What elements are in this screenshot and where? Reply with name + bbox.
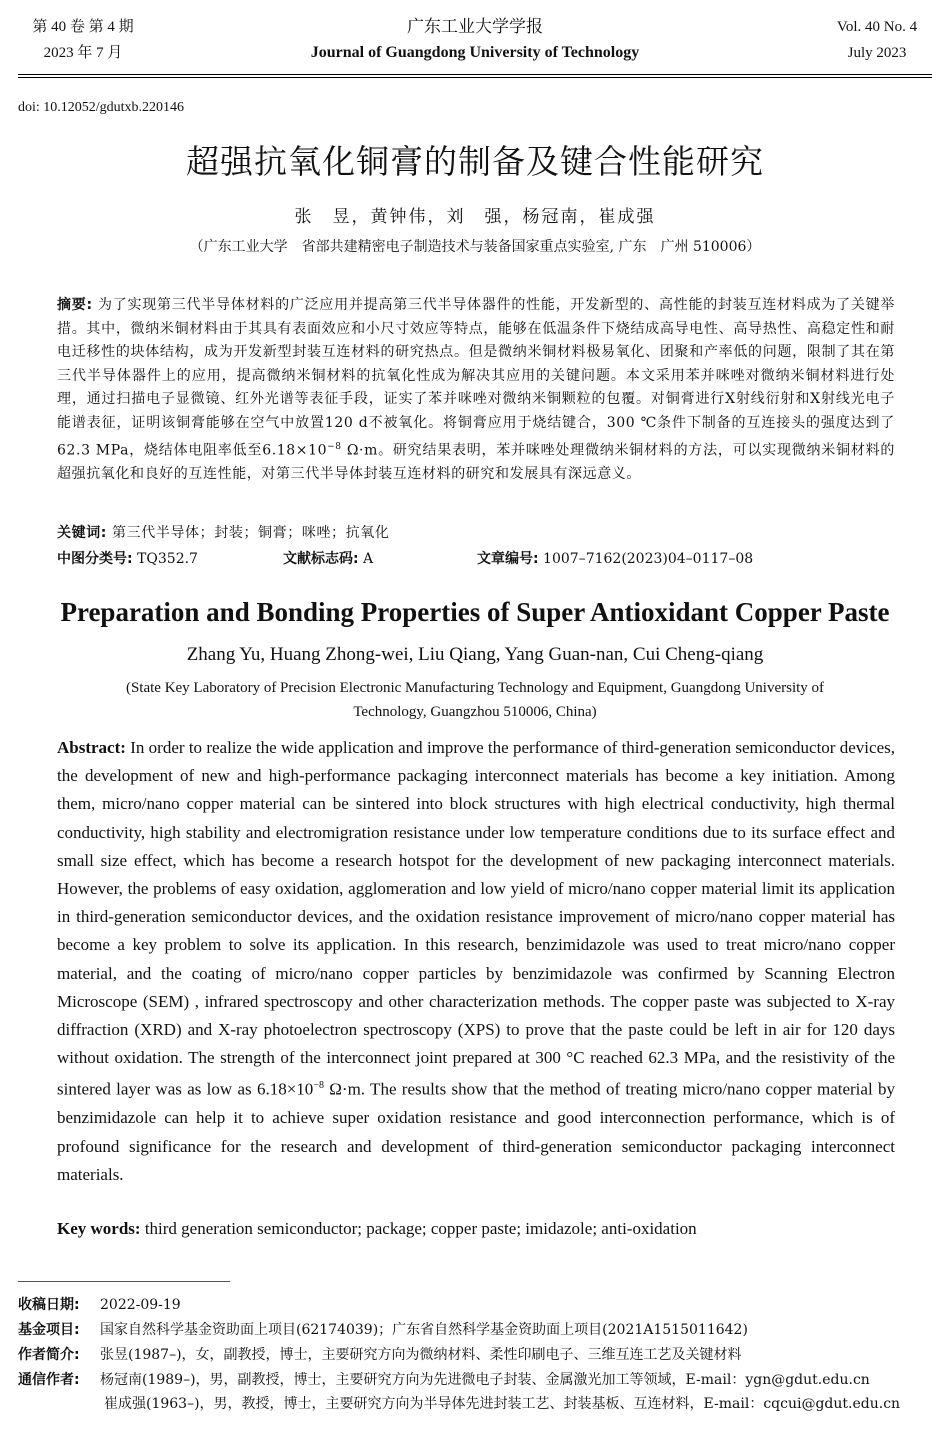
keywords-zh: [57, 522, 389, 542]
journal-header: [18, 14, 932, 74]
keywords-zh-text: 第三代半导体；封装；铜膏；咪唑；抗氧化: [107, 525, 390, 541]
abstract-zh-text: 为了实现第三代半导体材料的广泛应用并提高第三代半导体器件的性能，开发新型的、高性能的封装互连材料成为了关键举措。其中，微纳米铜材料由于其具有表面效应和小尺寸效应等特点，能够在低温条件下烧结成高导电性、高导热性、高稳定性和耐电迁移性的块体结构，成为开发新型封装互连材料的研究热点。但是微纳米铜材料极易氧化、团聚和产率低的问题，限制了其在第三代半导体器件上的应用，提高微纳米铜材料的抗氧化性成为解决其应用的关键问题。本文采用苯并咪唑对微纳米铜材料进行处理，通过扫描电子显微镜、红外光谱等表征手段，证实了苯并咪唑对微纳米铜颗粒的包覆。对铜膏进行X射线衍射和X射线光电子能谱表征，证明该铜膏能够在空气中放置120 d不被氧化。将铜膏应用于烧结键合，300 ℃条件下制备的互连接头的强度达到了62.3 MPa，烧结体电阻率低至6.18×10: [57, 297, 895, 459]
footnote-correspondence-2: 崔成强(1963–)，男，教授，博士，主要研究方向为半导体先进封装工艺、封装基板、互连材料，E-mail：cqcui@gdut.edu.cn: [104, 1396, 901, 1412]
journal-name-en: Journal of Guangdong University of Technology: [310, 44, 640, 61]
header-rule-bottom: [18, 77, 932, 78]
abstract-en-tail: Ω·m. The results show that the method of treating micro/nano copper material by benzimidazole can help it to achieve super oxidation resistance and good interconnection performance, which is of profound significance for the research and development of third-generation semiconductor packaging interconnect materials.: [57, 1080, 895, 1184]
document-code: 文献标志码: A: [283, 551, 374, 567]
footnote-received: 收稿日期: 2022-09-19: [18, 1297, 181, 1313]
journal-name: [18, 14, 932, 66]
classification-meta: [57, 548, 910, 572]
abstract-en: [57, 734, 895, 1189]
clc-number: 中图分类号: TQ352.7: [57, 551, 198, 567]
abstract-en-exponent: −8: [313, 1080, 324, 1092]
journal-name-zh: 广东工业大学学报: [407, 17, 543, 37]
authors-zh: 张 昱，黄钟伟，刘 强，杨冠南，崔成强: [294, 207, 656, 227]
keywords-en-text: third generation semiconductor; package; copper paste; imidazole; anti-oxidation: [140, 1219, 697, 1238]
keywords-en: [57, 1219, 697, 1239]
volume-issue: 第 40 卷 第 4 期 2023 年 7 月: [32, 19, 134, 61]
authors-en: Zhang Yu, Huang Zhong-wei, Liu Qiang, Yang Guan-nan, Cui Cheng-qiang: [186, 644, 764, 665]
abstract-en-text: In order to realize the wide application and improve the performance of third-generation semiconductor devices, the development of new and high-performance packaging interconnect materials has become a key initiation. Among them, micro/nano copper material can be sintered into block structures with high electrical conductivity, high thermal conductivity, high stability and electromigration resistance under low temperature conditions due to its surface effect and small size effect, which has become a research hotspot for the development of new packaging interconnect materials. However, the problems of easy oxidation, agglomeration and low yield of micro/nano copper material limit its application in third-generation semiconductor devices, and the oxidation resistance improvement of micro/nano copper material has become a key problem to solve its application. In this research, benzimidazole was used to treat micro/nano copper material, and the coating of micro/nano copper particles by benzimidazole was confirmed by Scanning Electron Microscope (SEM) , infrared spectroscopy and other characterization methods. The copper paste was subjected to X-ray diffraction (XRD) and X-ray photoelectron spectroscopy (XPS) to prove that the paste could be left in air for 120 days without oxidation. The strength of the interconnect joint prepared at 300 °C reached 62.3 MPa, and the resistivity of the sintered layer was as low as 6.18×10: [57, 738, 895, 1100]
article-title-en: Preparation and Bonding Properties of Super Antioxidant Copper Paste: [60, 597, 890, 627]
footnote-correspondence: 通信作者: 杨冠南(1989–)，男，副教授，博士，主要研究方向为先进微电子封装、金属激光加工等领域，E-mail：ygn@gdut.edu.cn: [18, 1372, 870, 1388]
article-number: 文章编号: 1007–7162(2023)04–0117–08: [477, 551, 754, 567]
abstract-zh: [57, 294, 895, 486]
abstract-zh-tail: Ω·m。研究结果表明，苯并咪唑处理微纳米铜材料的方法，可以实现微纳米铜材料的超强抗氧化和良好的互连性能，对第三代半导体封装互连材料的研究和发展具有深远意义。: [57, 442, 895, 482]
doi[interactable]: doi: 10.12052/gdutxb.220146: [18, 100, 185, 115]
footnote-fund: 基金项目: 国家自然科学基金资助面上项目(62174039)；广东省自然科学基金资助面上项目(2021A1515011642): [18, 1322, 748, 1338]
footnote-rule: [18, 1281, 230, 1282]
abstract-zh-exponent: −8: [327, 441, 342, 452]
footnote-author-bio: 作者简介: 张昱(1987–)，女，副教授，博士，主要研究方向为微纳材料、柔性印刷电子、三维互连工艺及关键材料: [18, 1347, 742, 1363]
keywords-en-label: Key words:: [57, 1219, 141, 1238]
keywords-zh-label: 关键词:: [57, 525, 107, 541]
abstract-en-label: Abstract:: [57, 738, 126, 757]
abstract-zh-label: 摘要:: [57, 297, 93, 313]
header-rule-top: [18, 74, 932, 75]
volume-issue-en: Vol. 40 No. 4 July 2023: [836, 19, 918, 61]
article-title-zh: 超强抗氧化铜膏的制备及键合性能研究: [186, 142, 764, 181]
affiliation-en: (State Key Laboratory of Precision Electronic Manufacturing Technology and Equipment, Guangdong University of Technology, Guangzhou 510006, China): [125, 680, 825, 720]
affiliation-zh: （广东工业大学 省部共建精密电子制造技术与装备国家重点实验室, 广东 广州 510006）: [189, 239, 761, 255]
